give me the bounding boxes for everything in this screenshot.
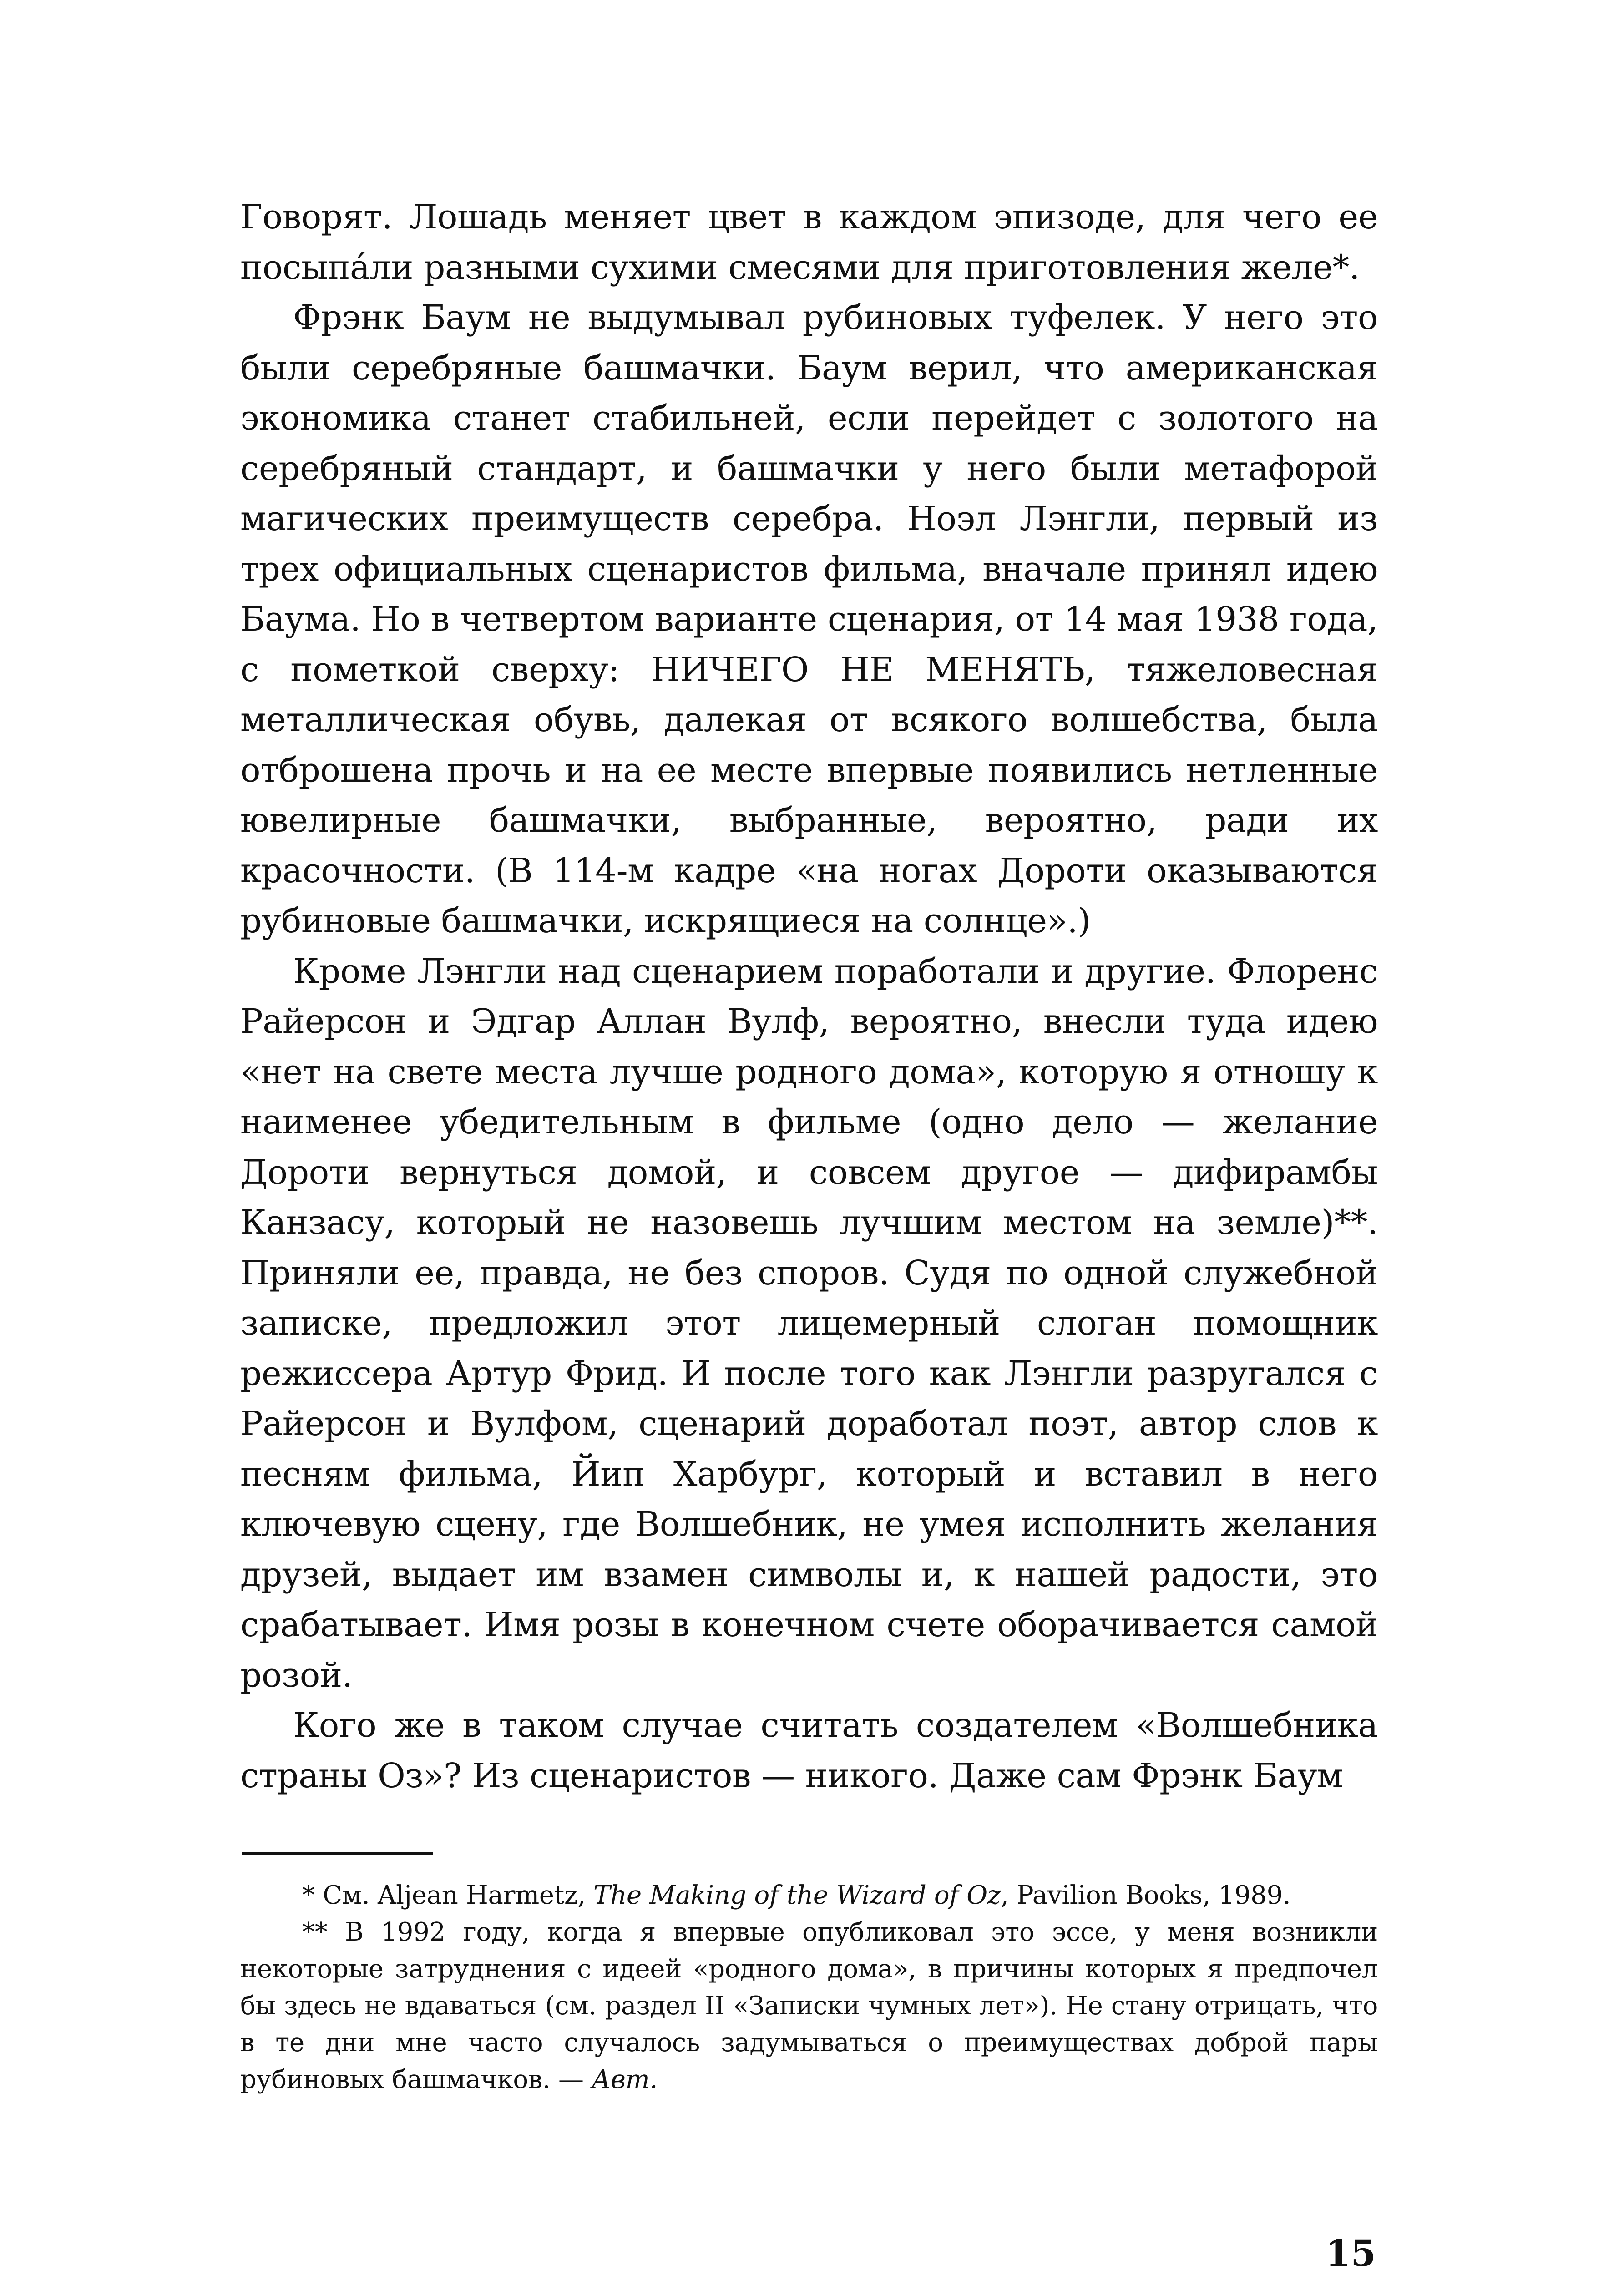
footnote-divider: [242, 1852, 433, 1855]
footnote-2: [240, 1914, 1378, 2098]
paragraph-4: Кого же в таком случае считать создателем «Волшебника страны Оз»? Из сценаристов — никого. Даже сам Фрэнк Баум: [240, 1706, 1378, 1795]
footnote-1-title: The Making of the Wizard of Oz: [593, 1881, 1001, 1910]
footnote-1-post: , Pavilion Books, 1989.: [1001, 1881, 1291, 1910]
footnote-2-author: Авт.: [592, 2065, 658, 2094]
main-text: [240, 192, 1378, 1801]
page-number: 15: [1325, 2232, 1376, 2275]
footnote-1: [240, 1877, 1378, 1914]
footnote-1-marker: *: [302, 1881, 323, 1910]
footnote-2-marker: **: [302, 1917, 345, 1947]
paragraph-3: Кроме Лэнгли над сценарием поработали и другие. Флоренс Райерсон и Эдгар Аллан Вулф, вероятно, внесли туда идею «нет на свете места лучше родного дома», которую я отношу к наименее убедительным в фильме (одно дело — желание Дороти вернуться домой, и совсем другое — дифирамбы Канзасу, который не назовешь лучшим местом на земле)**. Приняли ее, правда, не без споров. Судя по одной служебной записке, предложил этот лицемерный слоган помощник режиссера Артур Фрид. И после того как Лэнгли разругался с Райерсон и Вулфом, сценарий доработал поэт, автор слов к песням фильма, Йип Харбург, который и вставил в него ключевую сцену, где Волшебник, не умея исполнить желания друзей, выдает им взамен символы и, к нашей радости, это срабатывает. Имя розы в конечном счете оборачивается самой розой.: [240, 951, 1378, 1695]
paragraph-2: Фрэнк Баум не выдумывал рубиновых туфелек. У него это были серебряные башмачки. Баум верил, что американская экономика станет стабильней, если перейдет с золотого на серебряный стандарт, и башмачки у него были метафорой магических преимуществ серебра. Ноэл Лэнгли, первый из трех официальных сценаристов фильма, вначале принял идею Баума. Но в четвертом варианте сценария, от 14 мая 1938 года, с пометкой сверху: НИЧЕГО НЕ МЕНЯТЬ, тяжеловесная металлическая обувь, далекая от всякого волшебства, была отброшена прочь и на ее месте впервые появились нетленные ювелирные башмачки, выбранные, вероятно, ради их красочности. (В 114-м кадре «на ногах Дороти оказываются рубиновые башмачки, искрящиеся на солнце».): [240, 298, 1378, 940]
paragraph-1: Говорят. Лошадь меняет цвет в каждом эпизоде, для чего ее посыпáли разными сухими смесями для приготовления желе*.: [240, 197, 1378, 287]
footnote-2-text: В 1992 году, когда я впервые опубликовал это эссе, у меня возникли некоторые затруднения с идеей «родного дома», в причины которых я предпочел бы здесь не вдаваться (см. раздел II «Записки чумных лет»). Не стану отрицать, что в те дни мне часто случалось задумываться о преимуществах доброй пары рубиновых башмачков. —: [240, 1917, 1378, 2094]
footnotes: [240, 1877, 1378, 2098]
footnote-1-pre: См. Aljean Harmetz,: [323, 1881, 594, 1910]
